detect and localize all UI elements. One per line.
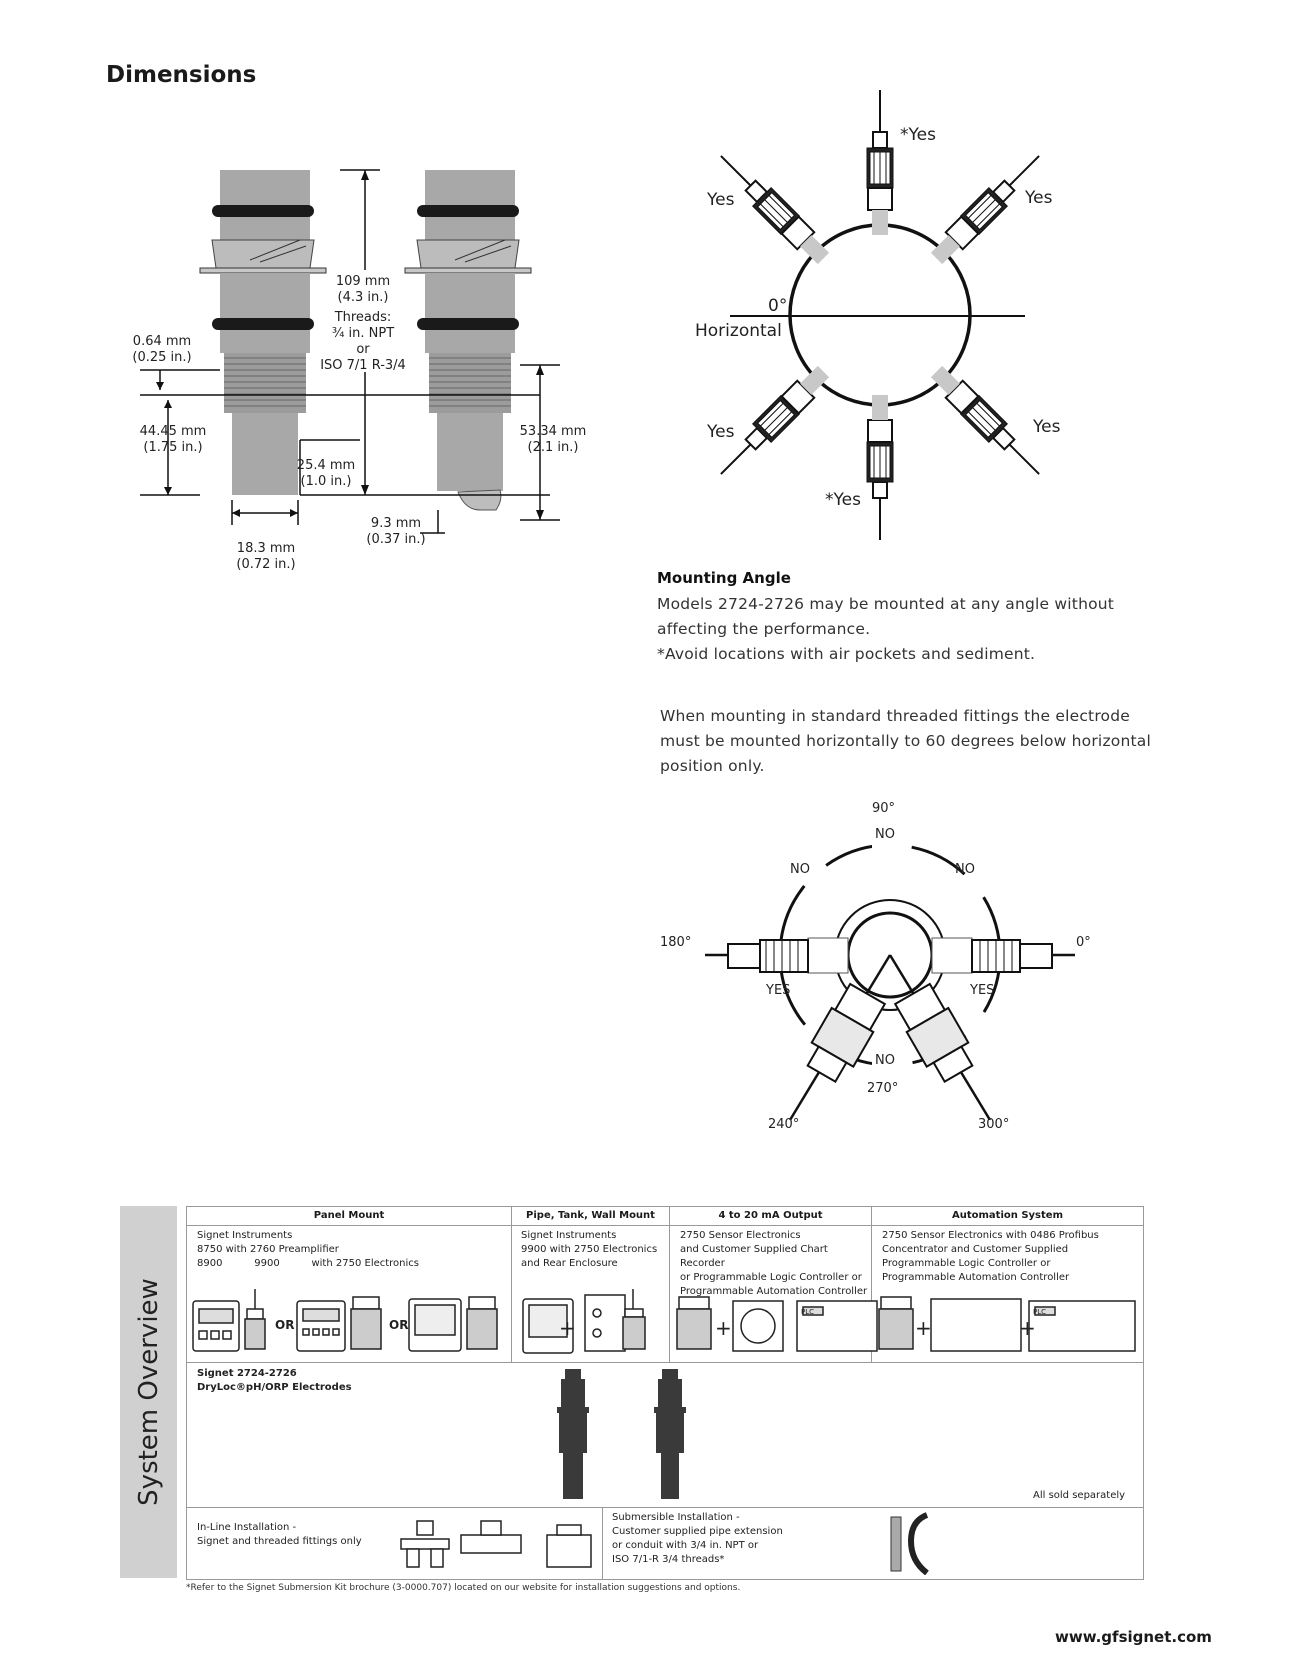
label-horizontal: Horizontal <box>695 321 782 341</box>
submersible-pipe-icon <box>887 1511 947 1575</box>
mounting-angle-text: Models 2724-2726 may be mounted at any angle without affecting the performance. *Avoid locations with air pockets and sediment. <box>657 595 1115 663</box>
plus-2: + <box>715 1316 732 1340</box>
page-title: Dimensions <box>106 62 257 88</box>
sold-separately: All sold separately <box>1033 1490 1126 1501</box>
plc-label-2: PLC <box>1033 1308 1047 1316</box>
col-text-4-20ma: 2750 Sensor Electronics and Customer Supplied Chart Recorder or Programmable Logic Controller or Programmable Automation Controller <box>680 1230 868 1297</box>
angle-240: 240° <box>768 1117 800 1132</box>
yes-left: YES <box>766 983 791 998</box>
plus-1: + <box>559 1316 576 1340</box>
col-header-4-20ma: 4 to 20 mA Output <box>718 1210 823 1221</box>
angle-range-diagram <box>690 820 1090 1120</box>
website-url[interactable]: www.gfsignet.com <box>1055 1628 1212 1646</box>
label-bottom: *Yes <box>825 490 861 510</box>
or-1: OR <box>275 1318 295 1332</box>
plus-3: + <box>915 1316 932 1340</box>
plus-4: + <box>1019 1316 1036 1340</box>
col-text-panel-mount: Signet Instruments 8750 with 2760 Preamplifier 8900 9900 with 2750 Electronics <box>197 1230 419 1269</box>
dim-064-label: 0.64 mm (0.25 in.) <box>132 334 192 365</box>
angle-180: 180° <box>660 935 692 950</box>
mounting-orientation-diagram <box>690 90 1070 550</box>
col-text-pipe-mount: Signet Instruments 9900 with 2750 Electronics and Rear Enclosure <box>521 1230 658 1269</box>
product-icons-row <box>187 1289 1143 1361</box>
system-overview-table <box>186 1206 1144 1580</box>
col-header-automation: Automation System <box>951 1210 1063 1221</box>
angle-0: 0° <box>1076 935 1091 950</box>
dim-5334-label: 53.34 mm (2.1 in.) <box>519 424 587 455</box>
dim-109-label: 109 mm (4.3 in.) <box>335 274 391 305</box>
threaded-fittings-text: When mounting in standard threaded fittings the electrode must be mounted horizontally to 60 degrees below horizontal position only. <box>660 707 1151 775</box>
label-top-left: Yes <box>707 190 735 210</box>
label-zero: 0° <box>768 296 788 316</box>
system-overview-side-label: System Overview <box>120 1206 177 1578</box>
mounting-angle-heading: Mounting Angle <box>657 569 791 587</box>
no-left: NO <box>790 862 810 877</box>
plc-label-1: PLC <box>801 1308 815 1316</box>
label-bottom-right: Yes <box>1033 417 1061 437</box>
no-right: NO <box>955 862 975 877</box>
dim-93-label: 9.3 mm (0.37 in.) <box>366 516 426 547</box>
col-text-automation: 2750 Sensor Electronics with 0486 Profibus Concentrator and Customer Supplied Programmable Logic Controller or Programmable Automation Controller <box>882 1230 1099 1283</box>
inline-fittings-icons <box>397 1515 597 1571</box>
label-bottom-left: Yes <box>707 422 735 442</box>
or-2: OR <box>389 1318 409 1332</box>
yes-right: YES <box>970 983 995 998</box>
dim-254-label: 25.4 mm (1.0 in.) <box>296 458 356 489</box>
dim-4445-label: 44.45 mm (1.75 in.) <box>139 424 207 455</box>
threads-label: Threads: ¾ in. NPT or ISO 7/1 R-3/4 <box>320 310 406 373</box>
label-top: *Yes <box>900 125 936 145</box>
electrode-right-drawing <box>405 170 531 510</box>
submersible-installation: Submersible Installation - Customer supplied pipe extension or conduit with 3/4 in. NPT or ISO 7/1-R 3/4 threads* <box>612 1512 783 1565</box>
electrode-images <box>557 1369 697 1503</box>
no-bottom: NO <box>875 1053 895 1068</box>
dim-183-label: 18.3 mm (0.72 in.) <box>236 541 296 572</box>
col-header-pipe-mount: Pipe, Tank, Wall Mount <box>526 1210 655 1221</box>
electrodes-title: Signet 2724-2726 DryLoc®pH/ORP Electrodes <box>197 1368 352 1393</box>
no-top: NO <box>875 827 895 842</box>
angle-90: 90° <box>872 801 896 816</box>
angle-300: 300° <box>978 1117 1010 1132</box>
angle-270: 270° <box>867 1081 899 1096</box>
inline-installation: In-Line Installation - Signet and threaded fittings only <box>197 1522 362 1547</box>
label-top-right: Yes <box>1025 188 1053 208</box>
col-header-panel-mount: Panel Mount <box>313 1210 385 1221</box>
footnote: *Refer to the Signet Submersion Kit brochure (3-0000.707) located on our website for installation suggestions and options. <box>186 1583 741 1593</box>
